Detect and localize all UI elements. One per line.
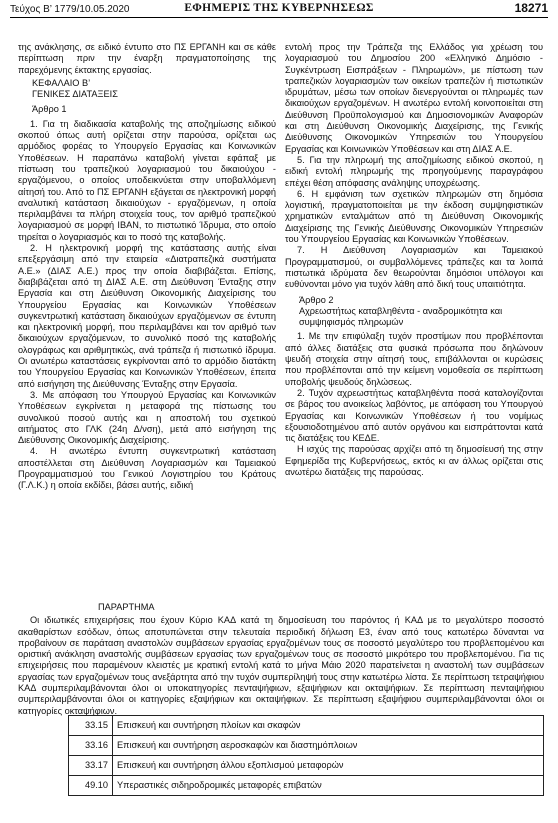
- chapter-label: ΚΕΦΑΛΑΙΟ Β’: [32, 77, 91, 88]
- article-2-paragraph-1: 1. Με την επιφύλαξη τυχόν προστίμων που προβλέπονται από άλλες διατάξεις στα φυσικά πρόσωπα που δηλώνουν ψευδή στοιχεία στην αίτησή τους, επιβάλλονται οι κυρώσεις που προβλέπονται από την κείμενη νομοθεσία σε περίπτωση υποβολής ψευδούς δηλώσεως.: [285, 331, 543, 387]
- article-2-paragraph-2: 2. Τυχόν αχρεωστήτως καταβληθέντα ποσά καταλογίζονται σε βάρος του ανοικείως λαβόντος, με απόφαση του Υπουργού Εργασίας και Κοινωνικών Υποθέσεων ή του νομίμως εξουσιοδοτημένου από αυτόν οργάνου και εισπράττονται κατά τις διατάξεις του ΚΕΔΕ.: [285, 387, 543, 444]
- article-1-paragraph-1: 1. Για τη διαδικασία καταβολής της αποζημίωσης ειδικού σκοπού όπως αυτή ορίζεται στην παρούσα, ορίζεται ως αρμόδιος φορέας το Υπουργείο Εργασίας και Κοινωνικών Υποθέσεων. Η παραπάνω καταβολή γίνεται εφάπαξ με πίστωση του τραπεζικού λογαριασμού του δικαιούχου - εργαζόμενου, ο οποίος υποδεικνύεται στην υποβαλλόμενη αίτησή του. Από το ΠΣ ΕΡΓΑΝΗ εξάγεται σε ηλεκτρονική μορφή αναλυτική κατάσταση δικαιούχων - εργαζόμενων, η οποία περιλαμβάνει τα πλήρη στοιχεία τους, τον αριθμό τραπεζικού λογαριασμού σε μορφή IBAN, το πιστωτικό Ίδρυμα, στο οποίο τηρείται ο λογαριασμός και το ποσό της καταβολής.: [18, 118, 276, 242]
- kad-table: [68, 715, 544, 796]
- article-1-paragraph-3: 3. Με απόφαση του Υπουργού Εργασίας και Κοινωνικών Υποθέσεων εγκρίνεται η μεταφορά της πίστωσης του συνολικού ποσού αυτής και η αποστολή του σχετικού αιτήματος στο ΓΛΚ (24η Δ/νση), μετά από εισήγηση της Διεύθυνσης Οικονομικής Διαχείρισης.: [18, 389, 276, 446]
- article-2-label: Άρθρο 2: [299, 294, 334, 305]
- kad-description: Υπεραστικές σιδηροδρομικές μεταφορές επιβατών: [113, 776, 544, 796]
- article-2-paragraph-3: Η ισχύς της παρούσας αρχίζει από τη δημοσίευσή της στην Εφημερίδα της Κυβερνήσεως, εκτός κι αν άλλως ορίζεται στις ανωτέρω διατάξεις της παρούσας.: [285, 444, 543, 477]
- appendix-title: ΠΑΡΑΡΤΗΜΑ: [98, 602, 155, 612]
- article-1-paragraph-2: 2. Η ηλεκτρονική μορφή της κατάστασης αυτής είναι επεξεργάσιμη από την εταιρεία «Διατραπεζικά συστήματα Α.Ε.» (ΔΙΑΣ Α.Ε.) προς την οποία διαβιβάζεται. Επίσης, διαβιβάζεται από τη ΔΙΑΣ Α.Ε. στη Διεύθυνση Ένταξης στην Εργασία και στη Διεύθυνση Οικονομικής Διαχείρισης του Υπουργείου Εργασίας και Κοινωνικών Υποθέσεων συγκεντρωτική κατάσταση δικαιούχων εργαζόμενων σε έντυπη και ηλεκτρονική μορφή, που περιλαμβάνει και τον αριθμό των δικαιούχων εργαζόμενων, το συνολικό ποσό της καταβολής ολογράφως και αριθμητικώς, ανά τράπεζα ή πιστωτικό ίδρυμα. Οι ανωτέρω καταστάσεις εγκρίνονται από το αρμόδιο διατάκτη του Υπουργείου Εργασίας και Κοινωνικών Υποθέσεων, έπειτα από εισήγηση της Διεύθυνσης Ένταξης στην Εργασία.: [18, 243, 276, 389]
- kad-code: 49.10: [69, 776, 113, 796]
- kad-code: 33.17: [69, 756, 113, 776]
- intro-paragraph: της ανάκλησης, σε ειδικό έντυπο στο ΠΣ ΕΡΓΑΝΗ και σε κάθε περίπτωση πριν την έναρξη πραγματοποίησης της παρεχόμενης έκτακτης εργασίας.: [18, 42, 276, 75]
- left-column: [18, 42, 276, 492]
- table-row: [69, 716, 544, 736]
- article-1-paragraph-4-continued: εντολή προς την Τράπεζα της Ελλάδος για χρέωση του λογαριασμού του Δημοσίου 200 «Ελληνικό Δημόσιο - Συγκέντρωση Εισπράξεων - Πληρωμών», με πίστωση των τραπεζικών λογαριασμών των οικείων τραπεζών ή πιστωτικών ιδρυμάτων, μέσω των οποίων διενεργούνται οι πληρωμές των δικαιούχων εργαζομένων. Η ανωτέρω εντολή κοινοποιείται στη Διεύθυνση Προϋπολογισμού και Δημοσιονομικών Αναφορών και στη Διεύθυνση Οικονομικής Διαχείρισης, της Γενικής Διεύθυνσης Οικονομικών Υπηρεσιών του Υπουργείου Εργασίας και Κοινωνικών Υποθέσεων και στη ΔΙΑΣ Α.Ε.: [285, 42, 543, 154]
- kad-code: 33.15: [69, 716, 113, 736]
- kad-code: 33.16: [69, 736, 113, 756]
- kad-description: Επισκευή και συντήρηση αεροσκαφών και διαστημόπλοιων: [113, 736, 544, 756]
- article-1-paragraph-5: 5. Για την πληρωμή της αποζημίωσης ειδικού σκοπού, η ειδική εντολή πληρωμής της προηγούμενης παραγράφου επέχει θέση απόφασης ανάληψης υποχρέωσης.: [285, 154, 543, 188]
- table-row: [69, 776, 544, 796]
- table-row: [69, 756, 544, 776]
- page-header: [10, 2, 548, 18]
- table-row: [69, 736, 544, 756]
- kad-description: Επισκευή και συντήρηση πλοίων και σκαφών: [113, 716, 544, 736]
- page-number: 18271: [514, 1, 548, 15]
- issue-number: Τεύχος Β’ 1779/10.05.2020: [10, 4, 130, 15]
- article-1-paragraph-6: 6. Η εμφάνιση των σχετικών πληρωμών στη δημόσια λογιστική, πραγματοποιείται με την έκδοση συμψηφιστικών χρηματικών ενταλμάτων από τη Διεύθυνση Οικονομικής Διαχείρισης της Γενικής Διεύθυνσης Οικονομικών Υπηρεσιών του Υπουργείου Εργασίας και Κοινωνικών Υποθέσεων.: [285, 188, 543, 245]
- article-1-heading: Άρθρο 1: [32, 104, 67, 115]
- article-1-paragraph-4: 4. Η ανωτέρω έντυπη συγκεντρωτική κατάσταση αποστέλλεται στη Διεύθυνση Λογαριασμών και Ταμειακού Προγραμματισμού του Γενικού Λογιστηρίου του Κράτους (Γ.Λ.Κ.) η οποία εκδίδει, βάσει αυτής, ειδική: [18, 446, 276, 491]
- appendix-text: Οι ιδιωτικές επιχειρήσεις που έχουν Κύριο ΚΑΔ κατά τη δημοσίευση του παρόντος ή ΚΑΔ με το μεγαλύτερο ποσοστό ακαθαρίστων εσόδων, όπως αποτυπώνεται στην τελευταία περιοδική δήλωση Ε3, έναν από τους κατωτέρω δύνανται να προβαίνουν σε παράταση αναστολών συμβάσεων εργασίας εργαζομένων τους σε ποσοστό μεγαλύτερο του προβλεπομένου και οριστική ανάκληση αναστολής συμβάσεων εργασίας των εργαζομένων τους σε ποσοστό μικρότερο του προβλεπομένου. Για τις επιχειρήσεις που παραμένουν κλειστές με κρατική εντολή κατά το μήνα Μάιο 2020 παρατείνεται η αναστολή των συμβάσεων εργασίας των εργαζομένων τους ανεξάρτητα από την τυχόν συμπερίληψή τους στην κατωτέρω λίστα. Σε περίπτωση τετραψήφιου ΚΑΔ συμπεριλαμβάνονται όλοι οι υποκατηγορίες πενταψήφιων, εξαψήφιων και οκταψήφιων. Σε περίπτωση πενταψήφιου συμπεριλαμβάνονται όλοι οι κατηγορίες εξαψήφιων και οκταψήφιων. Σε περίπτωση εξαψήφιου συμπεριλαμβάνονται όλοι οι κατηγορίες οκταψήφιων.: [18, 615, 544, 716]
- chapter-title: ΓΕΝΙΚΕΣ ΔΙΑΤΑΞΕΙΣ: [32, 89, 118, 100]
- chapter-heading: [32, 78, 276, 101]
- appendix: [18, 602, 544, 717]
- kad-description: Επισκευή και συντήρηση άλλου εξοπλισμού μεταφορών: [113, 756, 544, 776]
- article-2-title: Αχρεωστήτως καταβληθέντα - αναδρομικότητα και συμψηφισμός πληρωμών: [299, 305, 503, 328]
- article-1-paragraph-7: 7. Η Διεύθυνση Λογαριασμών και Ταμειακού Προγραμματισμού, οι συμβαλλόμενες τράπεζες και τα λοιπά πιστωτικά ιδρύματα δεν θεωρούνται δημόσιοι υπόλογοι και ευθύνονται μόνο για τυχόν λάθη από δική τους υπαιτιότητα.: [285, 245, 543, 290]
- article-2-heading: [299, 295, 543, 329]
- right-column: [285, 42, 543, 478]
- gazette-title: ΕΦΗΜΕΡΙΣ ΤΗΣ ΚΥΒΕΡΝΗΣΕΩΣ: [184, 2, 374, 14]
